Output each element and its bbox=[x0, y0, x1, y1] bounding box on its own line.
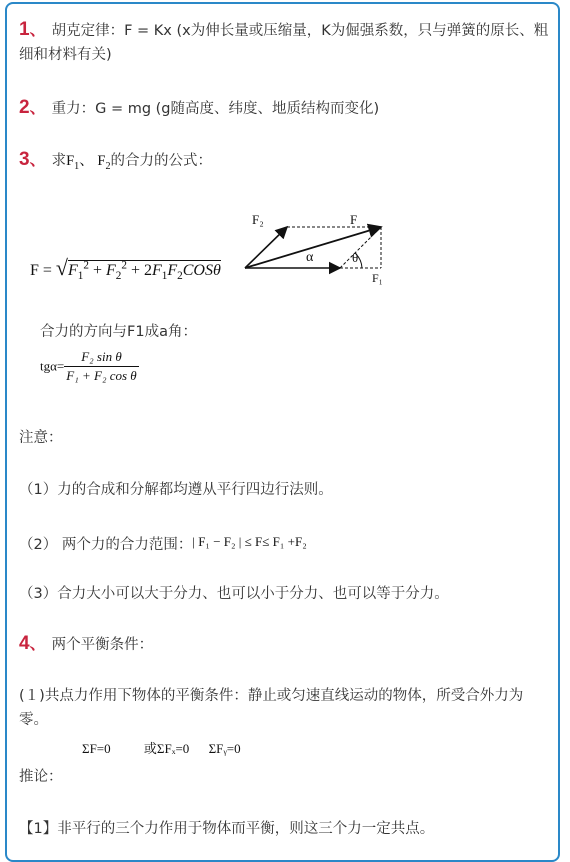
item-1-number: 1 bbox=[19, 19, 30, 40]
tan-numerator: F₂ sin θ bbox=[64, 348, 138, 367]
inference-heading: 推论： bbox=[19, 769, 63, 785]
sum-f: ΣF=0 bbox=[82, 741, 111, 756]
item-2 bbox=[19, 96, 549, 121]
note-3: （3）合力大小可以大于分力、也可以小于分力、也可以等于分力。 bbox=[19, 586, 449, 602]
inference-1: 【1】非平行的三个力作用于物体而平衡，则这三个力一定共点。 bbox=[19, 821, 435, 837]
item-3 bbox=[19, 148, 549, 179]
sum-fx: ΣFₓ=0 bbox=[156, 741, 190, 756]
note-1: （1）力的合成和分解都均遵从平行四边行法则。 bbox=[19, 482, 333, 498]
note-2-math: | F₁ − F₂ | ≤ F≤ F₁ +F₂ bbox=[192, 534, 307, 549]
item-4-sep: 、 bbox=[29, 634, 46, 653]
notes-heading: 注意： bbox=[19, 430, 63, 446]
sqrt-content: $F_1^2 + F_2^2 + 2F_1F_2COS\theta$ bbox=[68, 259, 221, 283]
force-diagram bbox=[240, 205, 400, 290]
note-2-text: （2） 两个力的合力范围： bbox=[19, 537, 193, 553]
sum-fy: ΣFᵧ=0 bbox=[208, 741, 241, 756]
note-2 bbox=[19, 530, 549, 557]
item-3-number: 3 bbox=[19, 149, 30, 170]
equilibrium-equations bbox=[82, 738, 302, 757]
item-2-sep: 、 bbox=[29, 98, 46, 117]
item-3-sep: 、 bbox=[29, 150, 46, 169]
tan-formula bbox=[40, 348, 139, 385]
item-1-sep: 、 bbox=[29, 20, 46, 39]
tan-fraction bbox=[64, 348, 138, 385]
item-2-number: 2 bbox=[19, 97, 30, 118]
item-1 bbox=[19, 18, 549, 67]
diagram-label-theta: θ bbox=[352, 250, 359, 265]
item-3-text-post: 的合力的公式： bbox=[110, 153, 212, 169]
diagram-label-f: F bbox=[350, 212, 358, 227]
item-2-text: 重力：G = mg (g随高度、纬度、地质结构而变化) bbox=[51, 101, 380, 117]
item-4-text: 两个平衡条件： bbox=[51, 637, 154, 653]
tan-denominator: F₁ + F₂ cos θ bbox=[66, 368, 137, 383]
diagram-label-f1: F₁ bbox=[372, 271, 383, 285]
diagram-label-f2: F₂ bbox=[252, 212, 264, 227]
resultant-lhs: F = bbox=[30, 262, 52, 279]
item-4 bbox=[19, 632, 549, 657]
diagram-label-alpha: α bbox=[306, 250, 314, 265]
item-1-text: 胡克定律：F = Kx (x为伸长量或压缩量，K为倔强系数，只与弹簧的原长、粗细和材料有关) bbox=[19, 23, 549, 63]
or-word: 或 bbox=[143, 742, 157, 757]
tan-lhs: tgα= bbox=[40, 358, 65, 374]
resultant-formula bbox=[30, 255, 221, 282]
item-3-forces: $F_1$、 $F_2$ bbox=[66, 153, 111, 172]
item-3-text-pre: 求 bbox=[51, 153, 67, 169]
equilibrium-condition-1: (１)共点力作用下物体的平衡条件：静止或匀速直线运动的物体，所受合外力为零。 bbox=[19, 688, 524, 728]
sqrt-sign: √ bbox=[55, 255, 68, 280]
direction-text: 合力的方向与F1成a角： bbox=[40, 324, 197, 340]
item-4-number: 4 bbox=[19, 633, 30, 654]
